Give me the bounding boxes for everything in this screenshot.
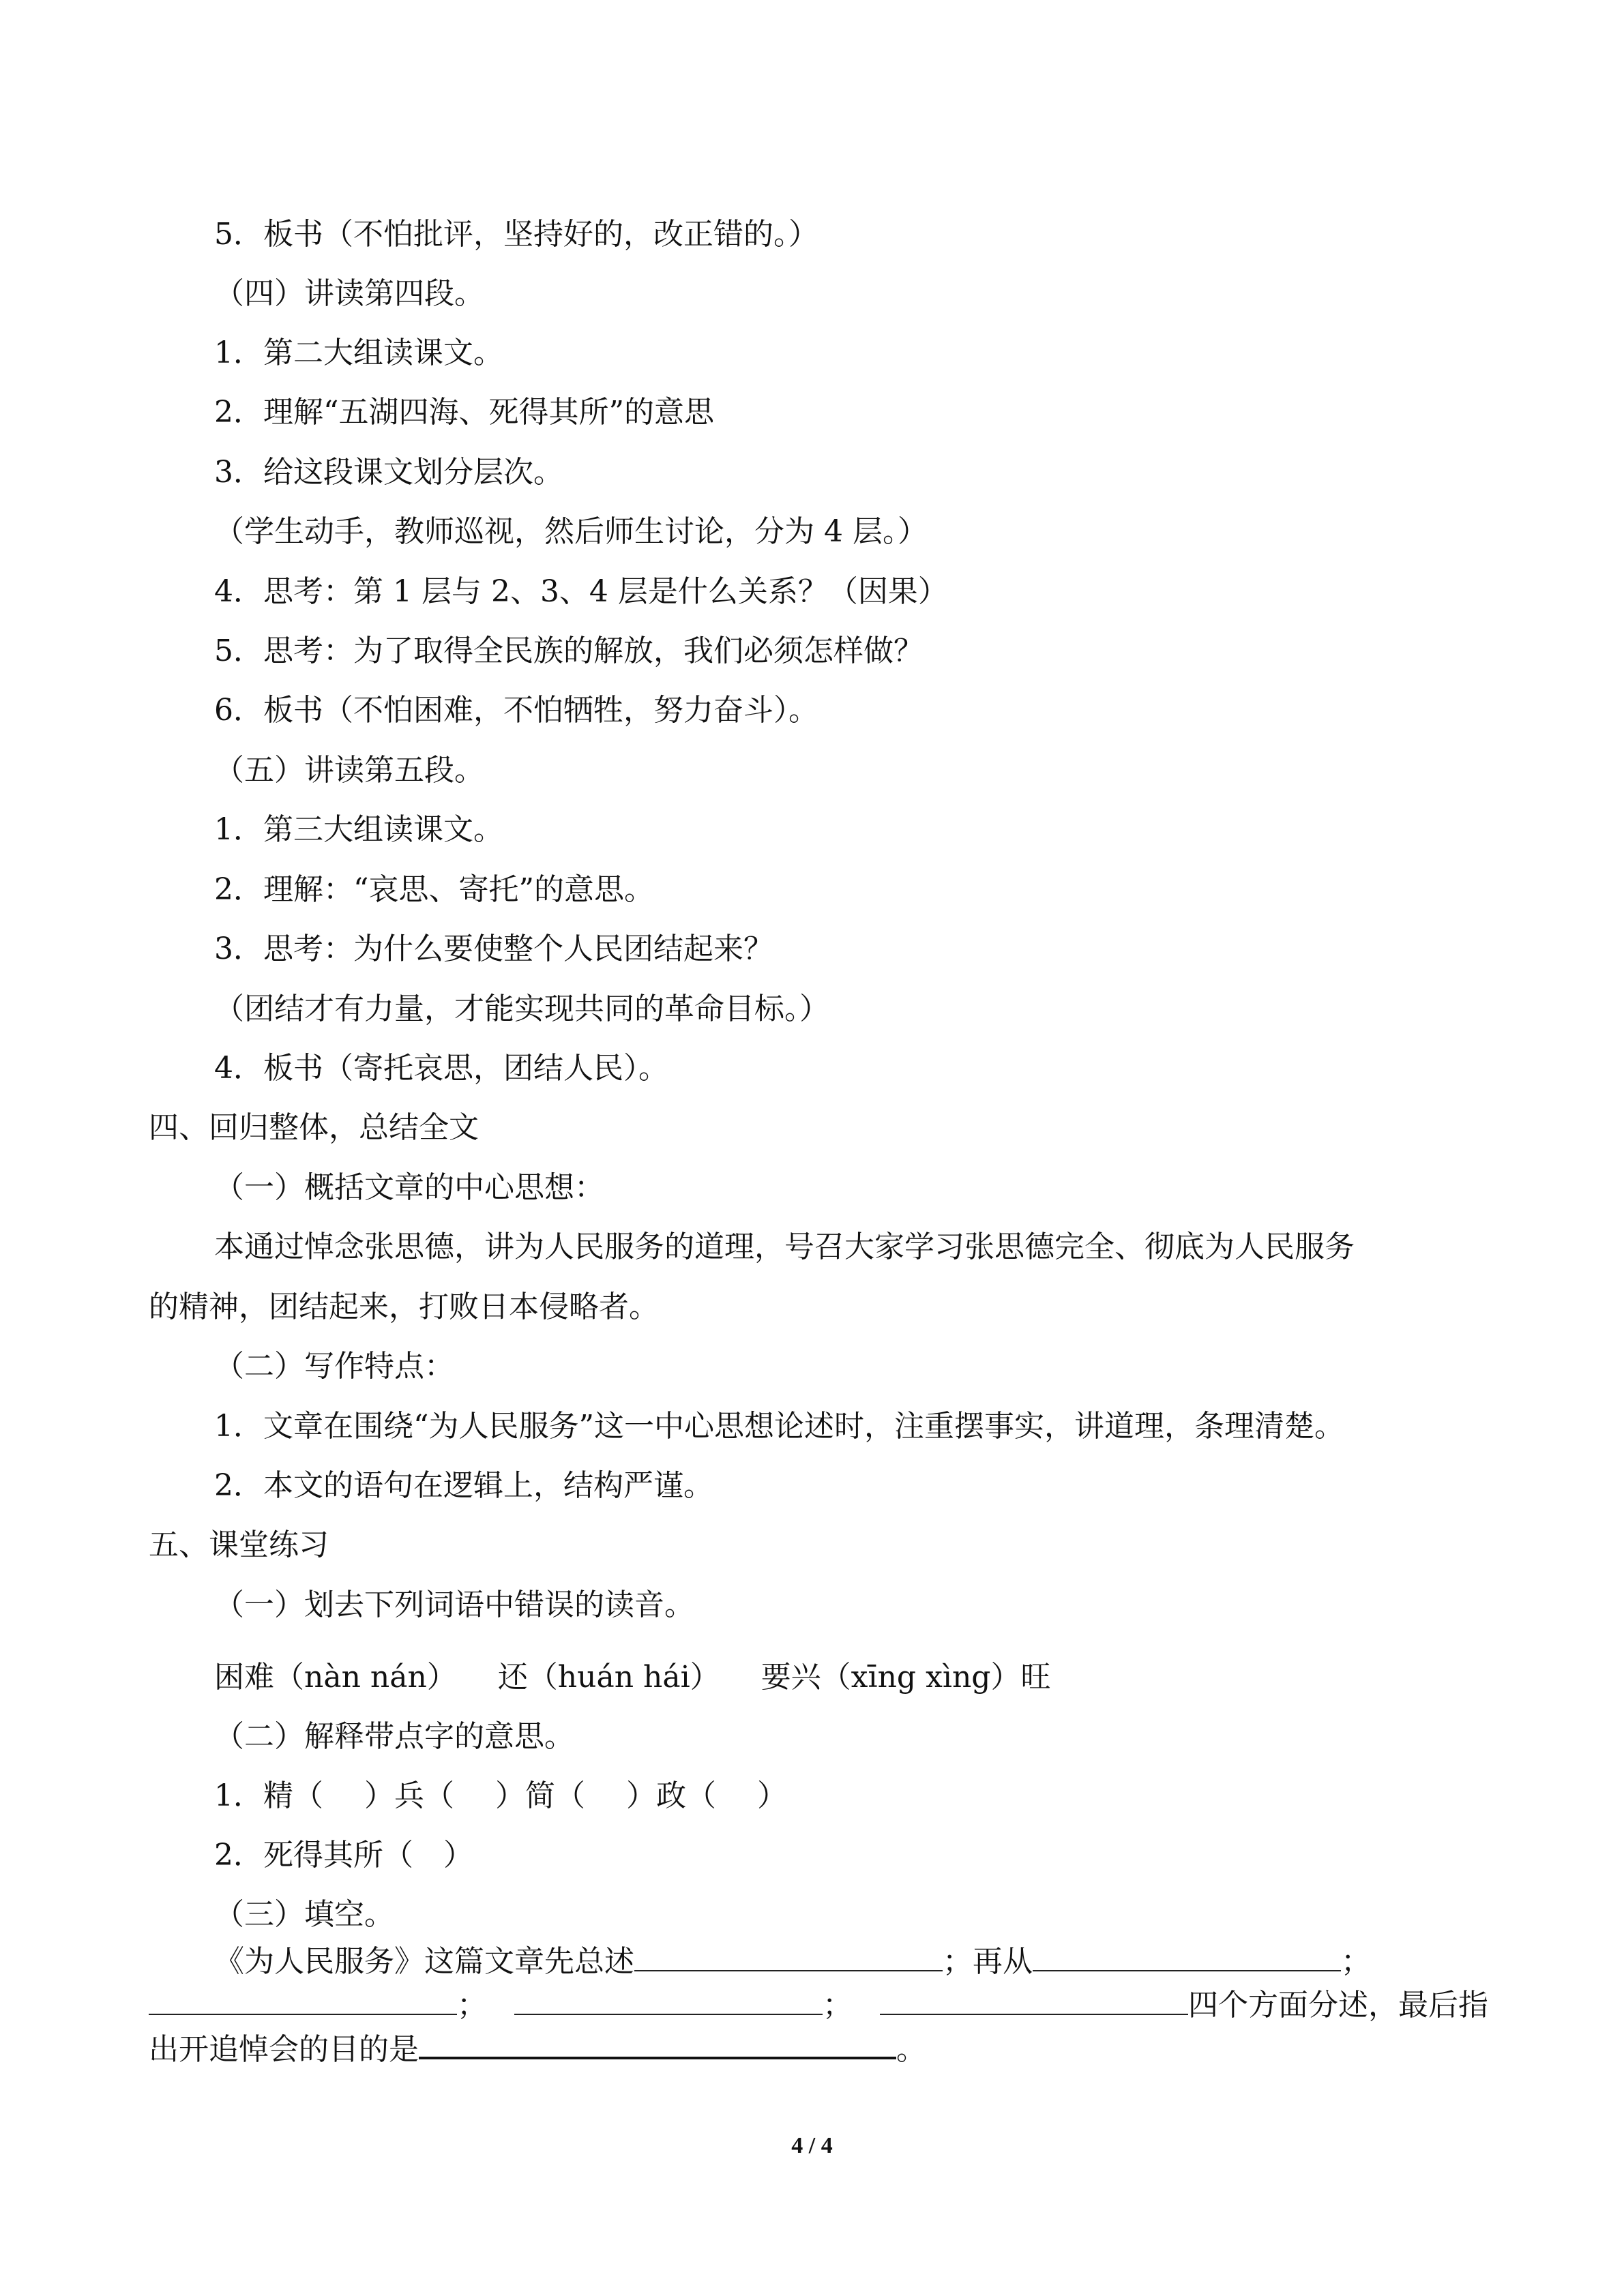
- section-heading: （二）写作特点：: [214, 1349, 454, 1384]
- fill-blank[interactable]: [514, 1984, 823, 2015]
- text-line: 1．文章在围绕“为人民服务”这一中心思想论述时，注重摆事实，讲道理，条理清楚。: [214, 1409, 1344, 1444]
- section-heading: （三）填空。: [214, 1897, 394, 1932]
- paragraph-line: 本通过悼念张思德，讲为人民服务的道理，号召大家学习张思德完全、彻底为人民服务: [214, 1229, 1355, 1264]
- text-line: 1．第二大组读课文。: [214, 336, 503, 370]
- section-heading: （四）讲读第四段。: [214, 276, 484, 311]
- main-heading: 四、回归整体，总结全文: [149, 1110, 479, 1145]
- text-line: （学生动手，教师巡视，然后师生讨论，分为 4 层。）: [214, 514, 928, 549]
- exercise-line: 1．精（ ）兵（ ）简（ ）政（ ）: [214, 1778, 787, 1813]
- section-heading: （五）讲读第五段。: [214, 753, 484, 788]
- section-heading: （一）概括文章的中心思想：: [214, 1170, 604, 1205]
- text-line: 6．板书（不怕困难，不怕牺牲，努力奋斗）。: [214, 693, 818, 728]
- fill-blank[interactable]: [1033, 1940, 1341, 1971]
- main-heading: 五、课堂练习: [149, 1527, 329, 1562]
- pinyin-row: [214, 1657, 1050, 1698]
- exercise-line: 2．死得其所（ ）: [214, 1838, 473, 1873]
- text-line: 3．给这段课文划分层次。: [214, 455, 563, 490]
- text-line: （团结才有力量，才能实现共同的革命目标。）: [214, 992, 829, 1026]
- text-line: 5．思考：为了取得全民族的解放，我们必须怎样做？: [214, 633, 924, 668]
- text-line: 5．板书（不怕批评，坚持好的，改正错的。）: [214, 217, 818, 252]
- text-line: 4．板书（寄托哀思，团结人民）。: [214, 1051, 668, 1086]
- text-line: 2．本文的语句在逻辑上，结构严谨。: [214, 1468, 713, 1503]
- section-heading: （一）划去下列词语中错误的读音。: [214, 1587, 694, 1622]
- fill-in-line: 《为人民服务》这篇文章先总述 ；再从 ；: [214, 1940, 1371, 1982]
- fill-blank[interactable]: [880, 1984, 1188, 2015]
- paragraph-line: 的精神，团结起来，打败日本侵略者。: [149, 1289, 659, 1324]
- text-line: 3．思考：为什么要使整个人民团结起来？: [214, 931, 773, 966]
- pinyin-item: 困难（nàn nán）: [214, 1660, 457, 1695]
- pinyin-item: 要兴（xīng xìng）旺: [761, 1660, 1051, 1695]
- pinyin-item: 还（huán hái）: [497, 1660, 720, 1695]
- section-heading: （二）解释带点字的意思。: [214, 1719, 574, 1754]
- fill-in-line: 出开追悼会的目的是 。: [149, 2027, 926, 2070]
- fill-blank[interactable]: [149, 1984, 457, 2015]
- text-line: 1．第三大组读课文。: [214, 812, 503, 847]
- text-line: 2．理解“五湖四海、死得其所”的意思: [214, 395, 714, 430]
- page-number: 4 / 4: [791, 2133, 833, 2158]
- fill-in-line: ； ； 四个方面分述，最后指: [149, 1984, 1488, 2026]
- fill-blank[interactable]: [634, 1940, 943, 1971]
- fill-blank[interactable]: [419, 2027, 896, 2059]
- text-line: 2．理解：“哀思、寄托”的意思。: [214, 872, 654, 907]
- text-line: 4．思考：第 1 层与 2、3、4 层是什么关系？（因果）: [214, 574, 948, 609]
